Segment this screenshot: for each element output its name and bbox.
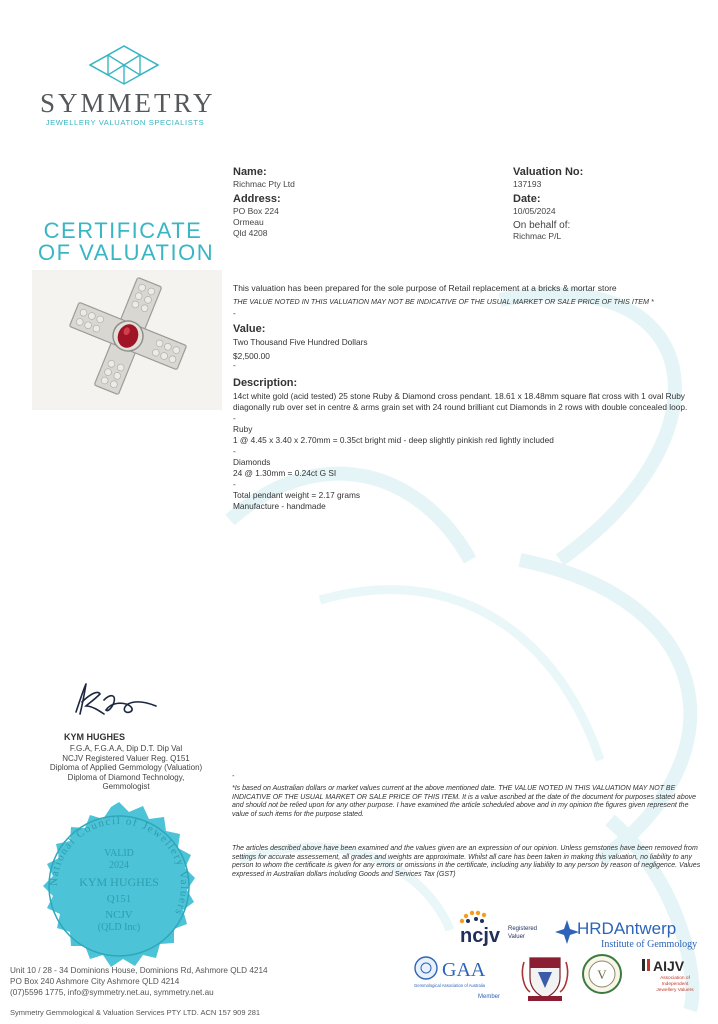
on-behalf-label: On behalf of:	[513, 220, 571, 231]
valuation-number: 137193	[513, 179, 542, 189]
value-disclaimer: THE VALUE NOTED IN THIS VALUATION MAY NOT BE INDICATIVE OF THE USUAL MARKET OR SALE PRICE OF THIS ITEM *	[233, 297, 654, 306]
svg-text:GAA: GAA	[442, 959, 486, 981]
qualification-line: Diploma of Applied Gemmology (Valuation)	[49, 763, 203, 773]
ruby-label: Ruby	[233, 424, 253, 434]
separator-dash: -	[233, 414, 236, 423]
svg-text:Registered: Registered	[508, 926, 538, 932]
on-behalf-value: Richmac P/L	[513, 231, 562, 241]
qualification-line: Gemmologist	[102, 782, 150, 792]
qualification-line: NCJV Registered Valuer Reg. Q151	[62, 753, 190, 763]
manufacture: Manufacture - handmade	[233, 501, 326, 511]
valuer-v-seal	[582, 954, 622, 994]
svg-text:AIJV: AIJV	[653, 958, 685, 974]
svg-text:HRDAntwerp: HRDAntwerp	[577, 919, 677, 938]
valuer-name: KYM HUGHES	[64, 732, 126, 742]
ruby-detail: 1 @ 4.45 x 3.40 x 2.70mm = 0.35ct bright mid - deep slightly pinkish red lightly included	[233, 435, 554, 445]
svg-text:V: V	[597, 967, 607, 982]
svg-text:VALID: VALID	[104, 848, 134, 859]
ncjv-seal-stamp	[33, 800, 205, 972]
qualification-line: F.G.A, F.G.A.A, Dip D.T. Dip Val	[69, 744, 183, 753]
svg-text:Member: Member	[478, 994, 501, 1000]
certificate-title-line-2: OF VALUATION	[38, 240, 215, 265]
svg-text:Institute of Gemmology: Institute of Gemmology	[601, 939, 698, 950]
svg-text:Independent: Independent	[661, 982, 689, 987]
hrd-antwerp-logo	[555, 916, 705, 950]
address-line: Ormeau	[233, 217, 264, 227]
date-label: Date:	[513, 193, 541, 205]
valuation-body	[233, 283, 703, 512]
svg-text:NCJV: NCJV	[105, 909, 133, 921]
address-line: PO Box 224	[233, 206, 279, 216]
value-in-words: Two Thousand Five Hundred Dollars	[233, 337, 368, 347]
svg-text:KYM HUGHES: KYM HUGHES	[79, 875, 159, 889]
svg-text:Q151: Q151	[106, 893, 132, 905]
total-weight: Total pendant weight = 2.17 grams	[233, 490, 361, 500]
description-label: Description:	[233, 377, 298, 389]
description-summary: 14ct white gold (acid tested) 25 stone Ruby & Diamond cross pendant. 18.61 x 18.48mm square flat cross with 1 oval Ruby diagonally rub over set in centre & arms grain set with 24 round brilliant cut Diamonds in 2 rows with double concealed loop.	[233, 391, 688, 412]
separator-dash: -	[233, 447, 236, 456]
contact-details	[10, 966, 340, 998]
valuation-footnote: *Is based on Australian dollars or market values current at the above mentioned date. THE VALUE NOTED IN THIS VALUATION MAY NOT BE INDICATIVE OF THE USUAL MARKET OR SALE PRICE OF THIS ITEM. It is a value ascribed at the date of the document for purposes stated above and should not be relied upon for any other purpose. I have examined the article scheduled above and in my opinion the figures given represent the value of such items for the purpose stated.	[232, 785, 696, 818]
value-amount: $2,500.00	[233, 351, 270, 361]
brand-tagline: JEWELLERY VALUATION SPECIALISTS	[45, 118, 205, 127]
separator-dash: -	[233, 480, 236, 489]
svg-text:Association of: Association of	[660, 976, 690, 981]
separator-dash: -	[233, 309, 236, 318]
certificate-title-line-1: CERTIFICATE	[43, 218, 203, 243]
articles-footnote: The articles described above have been examined and the values given are an expression of our opinion. Unless gemstones have been removed from settings for accurate assessement, all grades and weights are approximate. Whilst all care has been taken in making this valuation, no liability to any person to whom the certificate is given for any errors or omissions in the certificate, including any liability to any person by reason of negligence. Values expressed in Australian dollars including Goods and Services Tax (GST)	[232, 845, 701, 878]
contact-line: Unit 10 / 28 - 34 Dominions House, Dominions Rd, Ashmore QLD 4214	[10, 966, 268, 975]
svg-text:National Council of Jewellery: National Council of Jewellery Valuers	[47, 814, 191, 918]
certificate-title	[38, 218, 215, 265]
svg-text:ncjv: ncjv	[460, 925, 501, 947]
diamonds-label: Diamonds	[233, 457, 271, 467]
purpose-statement: This valuation has been prepared for the sole purpose of Retail replacement at a bricks & mortar store	[233, 283, 617, 293]
valuer-qualifications	[38, 744, 214, 792]
valuation-date: 10/05/2024	[513, 206, 556, 216]
svg-text:Jewellery Valuers: Jewellery Valuers	[656, 988, 694, 993]
value-label: Value:	[233, 323, 266, 335]
svg-text:2024: 2024	[109, 860, 129, 871]
footnote-dash: -	[232, 773, 235, 780]
pendant-photo	[32, 270, 222, 410]
gaa-member-logo	[412, 952, 512, 1002]
company-registration: Symmetry Gemmological & Valuation Services PTY LTD. ACN 157 909 281	[10, 1008, 261, 1017]
contact-line: (07)5596 1775, info@symmetry.net.au, symmetry.net.au	[10, 987, 214, 997]
client-details	[233, 166, 433, 242]
address-line: Qld 4208	[233, 228, 268, 238]
diamonds-detail: 24 @ 1.30mm = 0.24ct G SI	[233, 468, 337, 478]
contact-line: PO Box 240 Ashmore City Ashmore QLD 4214	[10, 976, 180, 986]
symmetry-diamond-logo	[88, 44, 160, 86]
aijv-logo	[640, 956, 710, 996]
valuation-details	[513, 166, 703, 245]
valuation-number-label: Valuation No:	[513, 166, 584, 178]
brand-name: SYMMETRY	[40, 88, 216, 118]
ncjv-registered-valuer-logo	[456, 908, 566, 948]
client-name: Richmac Pty Ltd	[233, 179, 295, 189]
svg-text:Gemmological Association of Au: Gemmological Association of Australia	[414, 983, 485, 988]
valuer-signature	[70, 680, 180, 720]
svg-text:Valuer: Valuer	[508, 934, 525, 940]
name-label: Name:	[233, 166, 267, 178]
separator-dash: -	[233, 361, 236, 370]
svg-text:(QLD Inc): (QLD Inc)	[97, 922, 141, 933]
qualification-line: Diploma of Diamond Technology,	[67, 772, 185, 782]
address-label: Address:	[233, 193, 281, 205]
coat-of-arms-crest	[520, 948, 570, 1004]
